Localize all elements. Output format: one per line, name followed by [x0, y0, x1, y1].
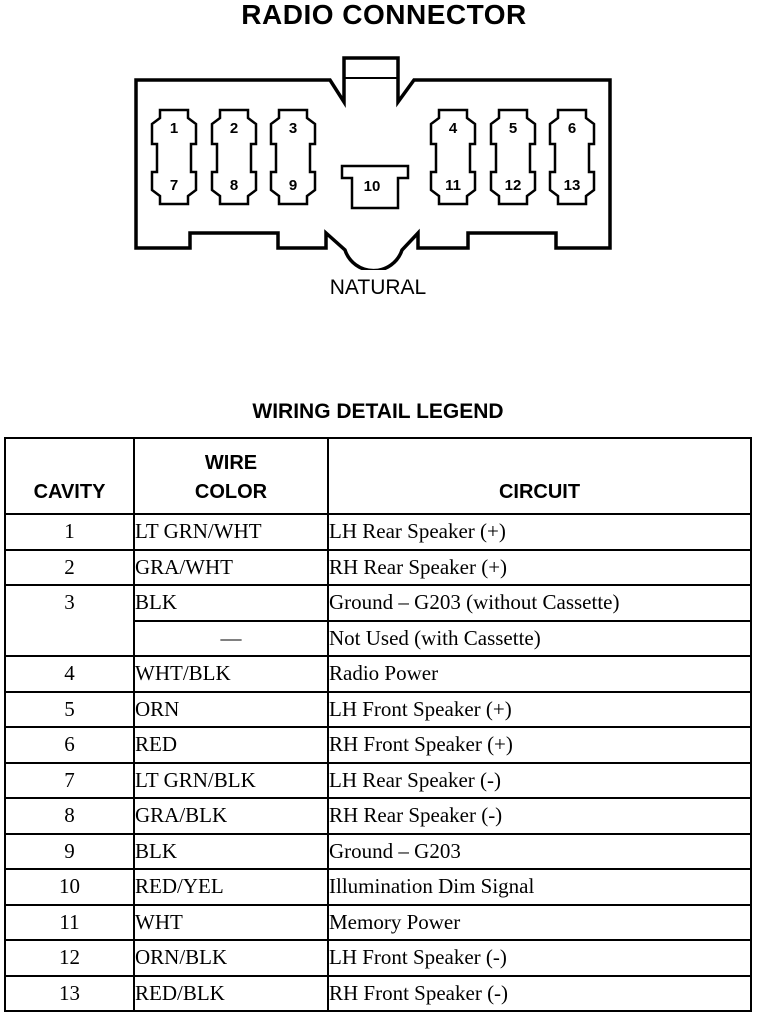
cell-wire-color: ORN/BLK — [134, 940, 328, 976]
cell-circuit: Memory Power — [328, 905, 751, 941]
table-row — [5, 692, 751, 728]
cell-wire-color: ORN — [134, 692, 328, 728]
cell-cavity: 7 — [5, 763, 134, 799]
table-row — [5, 869, 751, 905]
cell-wire-color: RED/YEL — [134, 869, 328, 905]
header-cavity: CAVITY — [5, 438, 134, 514]
table-row — [5, 621, 751, 657]
cell-wire-color: — — [134, 621, 328, 657]
cell-wire-color: BLK — [134, 585, 328, 621]
cell-cavity: 6 — [5, 727, 134, 763]
cavity-left-1-bottom-label: 7 — [169, 177, 179, 194]
cavity-right-1-top-label: 4 — [448, 120, 458, 137]
cell-wire-color: LT GRN/BLK — [134, 763, 328, 799]
cavity-right-3-bottom-label: 13 — [563, 177, 581, 194]
cell-cavity: 5 — [5, 692, 134, 728]
cell-circuit: Ground – G203 — [328, 834, 751, 870]
table-row — [5, 550, 751, 586]
table-header-row — [5, 438, 751, 514]
legend-title: WIRING DETAIL LEGEND — [252, 400, 504, 423]
cell-wire-color: WHT — [134, 905, 328, 941]
cell-cavity: 2 — [5, 550, 134, 586]
cell-circuit: Not Used (with Cassette) — [328, 621, 751, 657]
cavity-right-2-bottom-label: 12 — [504, 177, 522, 194]
cavity-left-1-top-label: 1 — [169, 120, 179, 137]
cell-cavity: 3 — [5, 585, 134, 621]
cell-wire-color: RED/BLK — [134, 976, 328, 1012]
cell-circuit: RH Front Speaker (-) — [328, 976, 751, 1012]
table-row — [5, 727, 751, 763]
header-wire-color-line2: COLOR — [194, 481, 268, 503]
cell-cavity: 10 — [5, 869, 134, 905]
cavity-left-2-top-label: 2 — [229, 120, 239, 137]
cavity-center-label: 10 — [363, 178, 381, 195]
table-row — [5, 976, 751, 1012]
cell-cavity: 11 — [5, 905, 134, 941]
cell-wire-color: GRA/WHT — [134, 550, 328, 586]
table-row — [5, 514, 751, 550]
cavity-right-2-top-label: 5 — [508, 120, 518, 137]
table-row — [5, 763, 751, 799]
table-row — [5, 585, 751, 621]
table-row — [5, 656, 751, 692]
cavity-right-3-top-label: 6 — [567, 120, 577, 137]
cell-cavity: 13 — [5, 976, 134, 1012]
cavity-right-1-bottom-label: 11 — [445, 177, 461, 194]
cell-cavity — [5, 621, 134, 657]
table-row — [5, 798, 751, 834]
cell-wire-color: GRA/BLK — [134, 798, 328, 834]
cell-cavity: 4 — [5, 656, 134, 692]
table-row — [5, 834, 751, 870]
cell-circuit: Ground – G203 (without Cassette) — [328, 585, 751, 621]
cell-cavity: 8 — [5, 798, 134, 834]
cell-circuit: RH Rear Speaker (-) — [328, 798, 751, 834]
header-circuit: CIRCUIT — [328, 438, 751, 514]
cell-cavity: 12 — [5, 940, 134, 976]
header-wire-color-line1: WIRE — [204, 452, 258, 474]
table-row — [5, 905, 751, 941]
page-title: RADIO CONNECTOR — [241, 0, 527, 30]
connector-color-label: NATURAL — [329, 276, 427, 299]
table-row — [5, 940, 751, 976]
cell-wire-color: BLK — [134, 834, 328, 870]
cell-circuit: LH Front Speaker (-) — [328, 940, 751, 976]
cell-circuit: RH Front Speaker (+) — [328, 727, 751, 763]
cell-circuit: RH Rear Speaker (+) — [328, 550, 751, 586]
cell-wire-color: RED — [134, 727, 328, 763]
cell-circuit: Radio Power — [328, 656, 751, 692]
cell-cavity: 9 — [5, 834, 134, 870]
cell-wire-color: WHT/BLK — [134, 656, 328, 692]
cell-circuit: Illumination Dim Signal — [328, 869, 751, 905]
wiring-legend-table — [4, 437, 752, 1012]
radio-connector-diagram — [0, 40, 768, 270]
cavity-left-3-top-label: 3 — [288, 120, 298, 137]
header-wire-color — [134, 438, 328, 514]
cell-wire-color: LT GRN/WHT — [134, 514, 328, 550]
cell-circuit: LH Front Speaker (+) — [328, 692, 751, 728]
cell-cavity: 1 — [5, 514, 134, 550]
cell-circuit: LH Rear Speaker (+) — [328, 514, 751, 550]
cavity-left-3-bottom-label: 9 — [288, 177, 298, 194]
cell-circuit: LH Rear Speaker (-) — [328, 763, 751, 799]
connector-housing — [136, 58, 610, 270]
cavity-left-2-bottom-label: 8 — [229, 177, 239, 194]
